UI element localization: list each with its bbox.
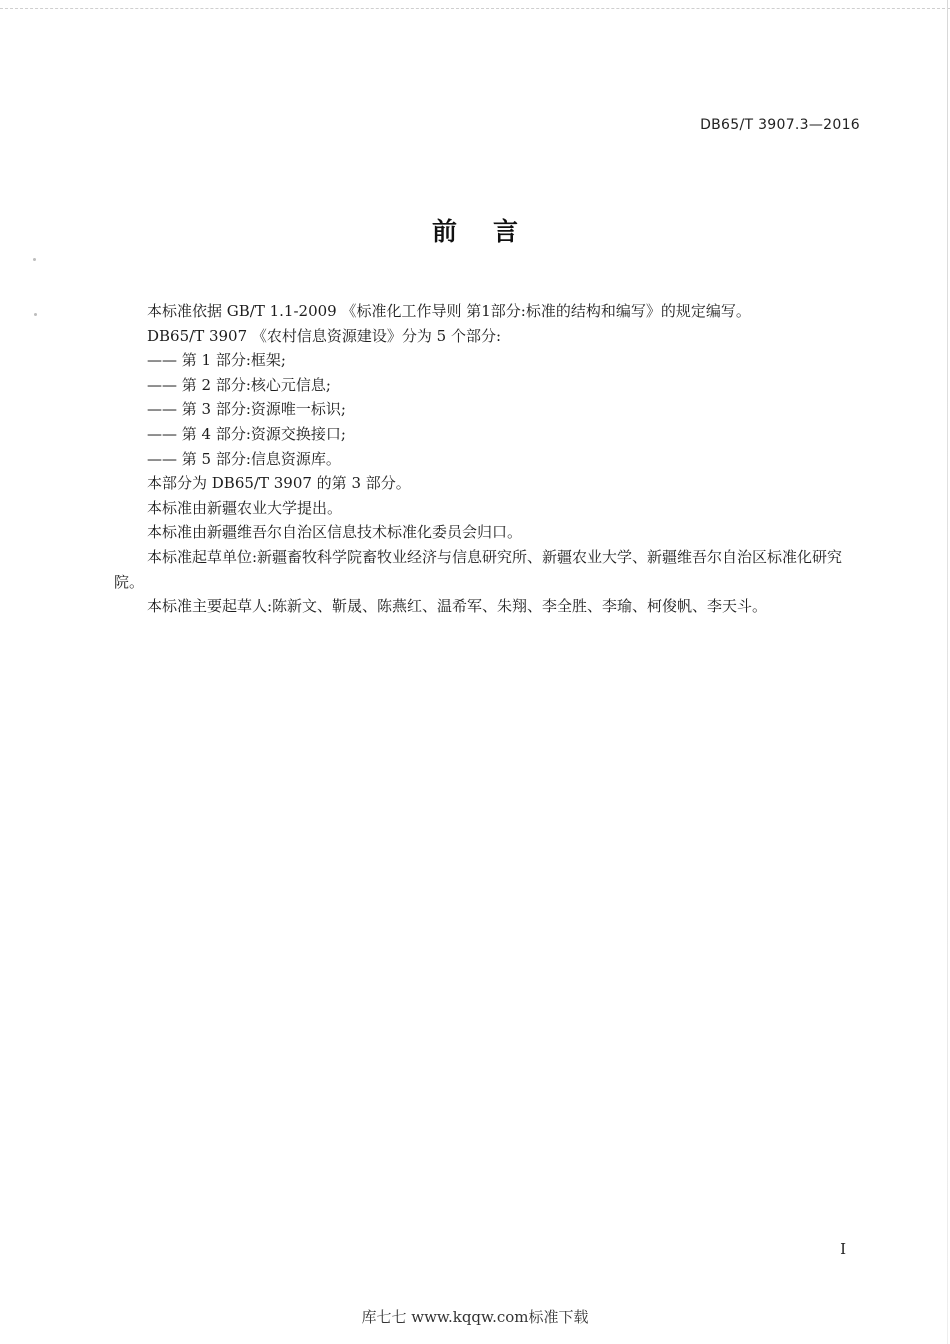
page-title: 前言	[431, 217, 554, 246]
list-item-part-3: —— 第 3 部分:资源唯一标识;	[147, 400, 346, 419]
scan-speck	[33, 258, 36, 261]
paragraph-basis: 本标准依据 GB/T 1.1-2009 《标准化工作导则 第1部分:标准的结构和编写》的规定编写。	[147, 302, 751, 320]
list-item-part-5: —— 第 5 部分:信息资源库。	[147, 449, 341, 468]
paragraph-parts-intro: DB65/T 3907 《农村信息资源建设》分为 5 个部分:	[147, 326, 502, 345]
foreword-body	[114, 299, 862, 619]
document-code: DB65/T 3907.3—2016	[700, 117, 860, 133]
list-item-part-1: —— 第 1 部分:框架;	[147, 351, 286, 370]
download-watermark: 库七七 www.kqqw.com标准下载	[361, 1308, 589, 1326]
scan-edge-right	[947, 0, 948, 1344]
paragraph-this-part: 本部分为 DB65/T 3907 的第 3 部分。	[147, 474, 411, 493]
paragraph-drafting-units: 本标准起草单位:新疆畜牧科学院畜牧业经济与信息研究所、新疆农业大学、新疆维吾尔自治区标准化研究院。	[114, 547, 843, 591]
list-item-part-2: —— 第 2 部分:核心元信息;	[147, 375, 331, 394]
list-item-part-4: —— 第 4 部分:资源交换接口;	[147, 424, 346, 443]
scan-edge-top	[0, 0, 950, 9]
scan-speck	[34, 313, 37, 316]
paragraph-administered-by: 本标准由新疆维吾尔自治区信息技术标准化委员会归口。	[147, 523, 523, 542]
paragraph-drafters: 本标准主要起草人:陈新文、靳晟、陈燕红、温希军、朱翔、李全胜、李瑜、柯俊帆、李天斗。	[147, 597, 768, 616]
paragraph-proposed-by: 本标准由新疆农业大学提出。	[147, 498, 343, 517]
page-number: I	[840, 1240, 846, 1258]
